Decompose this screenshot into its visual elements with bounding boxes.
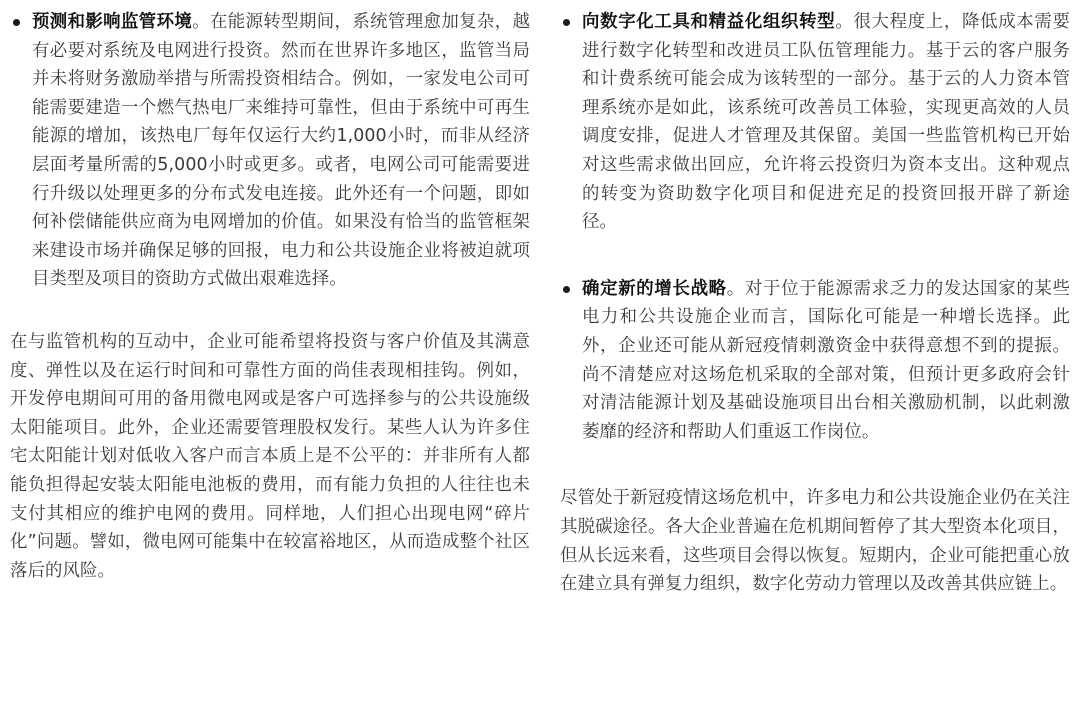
- bullet-dot-icon: [13, 19, 20, 26]
- bullet-digital-text: [582, 8, 1070, 237]
- bullet-dot-icon: [563, 286, 570, 293]
- bullet-dot-icon: [563, 19, 570, 26]
- bullet-growth: [560, 275, 1070, 447]
- bullet-digital: [560, 8, 1070, 237]
- bullet-regulatory-lead: 预测和影响监管环境: [32, 12, 193, 32]
- bullet-regulatory-text: [32, 8, 530, 294]
- bullet-regulatory: [10, 8, 530, 294]
- bullet-growth-body: 。对于位于能源需求乏力的发达国家的某些电力和公共设施企业而言，国际化可能是一种增长选择。此外，企业还可能从新冠疫情刺激资金中获得意想不到的提振。尚不清楚应对这场危机采取的全部对策，但预计更多政府会针对清洁能源计划及基础设施项目出台相关激励机制，以此刺激萎靡的经济和帮助人们重返工作岗位。: [582, 278, 1070, 442]
- bullet-digital-body: 。很大程度上，降低成本需要进行数字化转型和改进员工队伍管理能力。基于云的客户服务和计费系统可能会成为该转型的一部分。基于云的人力资本管理系统亦是如此，该系统可改善员工体验，实现更高效的人员调度安排，促进人才管理及其保留。美国一些监管机构已开始对这些需求做出回应，允许将云投资归为资本支出。这种观点的转变为资助数字化项目和促进充足的投资回报开辟了新途径。: [582, 12, 1070, 233]
- right-column: [560, 8, 1070, 599]
- bullet-growth-lead: 确定新的增长战略: [582, 278, 727, 299]
- bullet-growth-text: [582, 275, 1070, 447]
- regulator-interaction-paragraph: 在与监管机构的互动中，企业可能希望将投资与客户价值及其满意度、弹性以及在运行时间和可靠性方面的尚佳表现相挂钩。例如，开发停电期间可用的备用微电网或是客户可选择参与的公共设施级太阳能项目。此外，企业还需要管理股权发行。某些人认为许多住宅太阳能计划对低收入客户而言本质上是不公平的：并非所有人都能负担得起安装太阳能电池板的费用，而有能力负担的人往往也未支付其相应的维护电网的费用。同样地，人们担心出现电网“碎片化”问题。譬如，微电网可能集中在较富裕地区，从而造成整个社区落后的风险。: [10, 331, 530, 581]
- left-column: [10, 8, 530, 585]
- bullet-regulatory-body: 。在能源转型期间，系统管理愈加复杂，越有必要对系统及电网进行投资。然而在世界许多地区，监管当局并未将财务激励举措与所需投资相结合。例如，一家发电公司可能需要建造一个燃气热电厂来维持可靠性，但由于系统中可再生能源的增加，该热电厂每年仅运行大约1,000小时，而非从经济层面考量所需的5,000小时或更多。或者，电网公司可能需要进行升级以处理更多的分布式发电连接。此外还有一个问题，即如何补偿储能供应商为电网增加的价值。如果没有恰当的监管框架来建设市场并确保足够的回报，电力和公共设施企业将被迫就项目类型及项目的资助方式做出艰难选择。: [32, 12, 530, 290]
- bullet-digital-lead: 向数字化工具和精益化组织转型: [582, 12, 836, 32]
- decarbonization-paragraph: 尽管处于新冠疫情这场危机中，许多电力和公共设施企业仍在关注其脱碳途径。各大企业普遍在危机期间暂停了其大型资本化项目，但从长远来看，这些项目会得以恢复。短期内，企业可能把重心放在建立具有弹复力组织，数字化劳动力管理以及改善其供应链上。: [560, 488, 1070, 595]
